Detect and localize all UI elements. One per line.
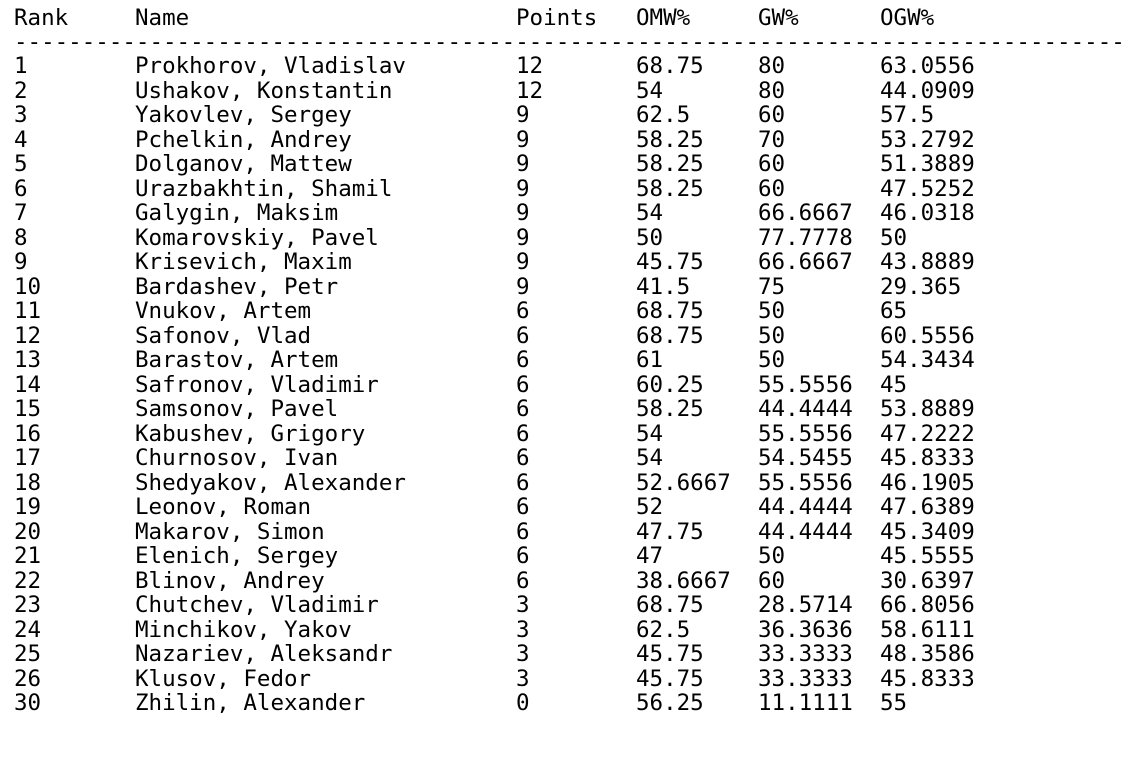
cell-rank: 1 xyxy=(14,53,28,79)
cell-gw: 44.4444 xyxy=(758,396,853,422)
cell-rank: 5 xyxy=(14,151,28,177)
cell-name: Samsonov, Pavel xyxy=(135,396,339,422)
cell-points: 9 xyxy=(516,151,530,177)
cell-gw: 55.5556 xyxy=(758,420,853,447)
cell-points: 3 xyxy=(516,665,530,692)
cell-gw: 55.5556 xyxy=(758,371,853,398)
cell-name: Shedyakov, Alexander xyxy=(135,469,406,496)
cell-rank: 14 xyxy=(14,371,42,398)
cell-name: Safronov, Vladimir xyxy=(135,371,379,398)
cell-omw: 47.75 xyxy=(636,518,704,545)
cell-gw: 36.3636 xyxy=(758,616,853,643)
cell-ogw: 60.5556 xyxy=(880,322,975,349)
cell-omw: 68.75 xyxy=(636,298,704,324)
cell-name: Ushakov, Konstantin xyxy=(135,77,393,104)
cell-points: 6 xyxy=(516,371,530,398)
cell-ogw: 45.8333 xyxy=(880,665,975,692)
table-row xyxy=(14,275,994,300)
cell-gw: 55.5556 xyxy=(758,469,853,496)
cell-gw: 44.4444 xyxy=(758,494,853,520)
cell-points: 9 xyxy=(516,273,530,300)
cell-ogw: 30.6397 xyxy=(880,567,975,594)
cell-ogw: 63.0556 xyxy=(880,53,975,79)
cell-rank: 24 xyxy=(14,616,42,643)
cell-gw: 66.6667 xyxy=(758,249,853,275)
header-gw: GW% xyxy=(758,5,799,31)
cell-rank: 19 xyxy=(14,494,42,520)
cell-omw: 58.25 xyxy=(636,151,704,177)
cell-ogw: 53.8889 xyxy=(880,396,975,422)
cell-ogw: 47.5252 xyxy=(880,175,975,202)
cell-points: 0 xyxy=(516,690,530,716)
cell-gw: 50 xyxy=(758,298,786,324)
cell-name: Churnosov, Ivan xyxy=(135,445,339,471)
cell-omw: 52 xyxy=(636,494,664,520)
cell-rank: 2 xyxy=(14,77,28,104)
cell-gw: 80 xyxy=(758,53,786,79)
cell-name: Galygin, Maksim xyxy=(135,200,339,226)
cell-gw: 60 xyxy=(758,175,786,202)
header-name: Name xyxy=(135,5,190,31)
cell-rank: 3 xyxy=(14,102,28,128)
cell-rank: 30 xyxy=(14,690,42,716)
cell-ogw: 47.6389 xyxy=(880,494,975,520)
cell-rank: 25 xyxy=(14,641,42,667)
cell-points: 12 xyxy=(516,77,544,104)
table-row xyxy=(14,348,994,373)
table-row xyxy=(14,593,994,618)
cell-ogw: 45.8333 xyxy=(880,445,975,471)
cell-omw: 68.75 xyxy=(636,53,704,79)
cell-gw: 28.5714 xyxy=(758,592,853,618)
cell-name: Safonov, Vlad xyxy=(135,322,312,349)
cell-name: Urazbakhtin, Shamil xyxy=(135,175,393,202)
cell-omw: 58.25 xyxy=(636,175,704,202)
cell-ogw: 66.8056 xyxy=(880,592,975,618)
cell-rank: 4 xyxy=(14,126,28,153)
cell-points: 9 xyxy=(516,102,530,128)
cell-omw: 58.25 xyxy=(636,126,704,153)
cell-name: Blinov, Andrey xyxy=(135,567,325,594)
cell-ogw: 44.0909 xyxy=(880,77,975,104)
table-row xyxy=(14,691,994,716)
cell-gw: 11.1111 xyxy=(758,690,853,716)
cell-omw: 52.6667 xyxy=(636,469,731,496)
cell-name: Komarovskiy, Pavel xyxy=(135,224,379,251)
table-row xyxy=(14,54,994,79)
table-row xyxy=(14,373,994,398)
cell-ogw: 45 xyxy=(880,371,908,398)
table-row xyxy=(14,667,994,692)
table-row xyxy=(14,79,994,104)
cell-rank: 10 xyxy=(14,273,42,300)
cell-rank: 21 xyxy=(14,543,42,569)
table-row xyxy=(14,471,994,496)
table-row xyxy=(14,201,994,226)
table-row xyxy=(14,446,994,471)
table-header xyxy=(14,4,994,32)
table-body xyxy=(14,54,994,716)
cell-ogw: 47.2222 xyxy=(880,420,975,447)
table-row xyxy=(14,544,994,569)
cell-ogw: 65 xyxy=(880,298,908,324)
table-row xyxy=(14,250,994,275)
cell-points: 6 xyxy=(516,469,530,496)
cell-gw: 60 xyxy=(758,151,786,177)
cell-ogw: 46.1905 xyxy=(880,469,975,496)
cell-points: 6 xyxy=(516,298,530,324)
cell-omw: 41.5 xyxy=(636,273,691,300)
cell-points: 6 xyxy=(516,396,530,422)
cell-rank: 16 xyxy=(14,420,42,447)
cell-points: 6 xyxy=(516,347,530,373)
cell-name: Klusov, Fedor xyxy=(135,665,312,692)
table-row xyxy=(14,324,994,349)
cell-name: Elenich, Sergey xyxy=(135,543,339,569)
cell-points: 6 xyxy=(516,518,530,545)
cell-rank: 11 xyxy=(14,298,42,324)
cell-gw: 60 xyxy=(758,567,786,594)
cell-name: Zhilin, Alexander xyxy=(135,690,366,716)
cell-rank: 23 xyxy=(14,592,42,618)
cell-name: Kabushev, Grigory xyxy=(135,420,366,447)
cell-points: 6 xyxy=(516,567,530,594)
header-rank: Rank xyxy=(14,5,69,31)
cell-ogw: 50 xyxy=(880,224,908,251)
cell-name: Prokhorov, Vladislav xyxy=(135,53,406,79)
cell-ogw: 46.0318 xyxy=(880,200,975,226)
cell-rank: 26 xyxy=(14,665,42,692)
cell-omw: 47 xyxy=(636,543,664,569)
table-row xyxy=(14,642,994,667)
table-row xyxy=(14,397,994,422)
cell-points: 6 xyxy=(516,543,530,569)
cell-omw: 54 xyxy=(636,77,664,104)
cell-name: Leonov, Roman xyxy=(135,494,312,520)
header-points: Points xyxy=(516,5,598,31)
cell-points: 3 xyxy=(516,592,530,618)
cell-ogw: 54.3434 xyxy=(880,347,975,373)
table-row xyxy=(14,128,994,153)
cell-omw: 54 xyxy=(636,200,664,226)
table-row xyxy=(14,299,994,324)
cell-gw: 70 xyxy=(758,126,786,153)
header-omw: OMW% xyxy=(636,5,691,31)
cell-ogw: 51.3889 xyxy=(880,151,975,177)
cell-name: Minchikov, Yakov xyxy=(135,616,352,643)
cell-name: Makarov, Simon xyxy=(135,518,325,545)
cell-omw: 45.75 xyxy=(636,249,704,275)
cell-name: Barastov, Artem xyxy=(135,347,339,373)
cell-omw: 60.25 xyxy=(636,371,704,398)
cell-rank: 22 xyxy=(14,567,42,594)
header-separator: ---------------------------------------------------------------------------------- xyxy=(14,29,1125,55)
standings-table xyxy=(14,4,1125,716)
cell-name: Pchelkin, Andrey xyxy=(135,126,352,153)
cell-points: 6 xyxy=(516,420,530,447)
cell-points: 9 xyxy=(516,126,530,153)
cell-omw: 62.5 xyxy=(636,616,691,643)
table-row xyxy=(14,422,994,447)
cell-ogw: 58.6111 xyxy=(880,616,975,643)
cell-gw: 33.3333 xyxy=(758,665,853,692)
cell-rank: 12 xyxy=(14,322,42,349)
cell-name: Vnukov, Artem xyxy=(135,298,312,324)
cell-ogw: 45.3409 xyxy=(880,518,975,545)
cell-name: Yakovlev, Sergey xyxy=(135,102,352,128)
cell-points: 9 xyxy=(516,224,530,251)
cell-ogw: 45.5555 xyxy=(880,543,975,569)
cell-omw: 61 xyxy=(636,347,664,373)
cell-gw: 50 xyxy=(758,322,786,349)
cell-rank: 8 xyxy=(14,224,28,251)
cell-omw: 50 xyxy=(636,224,664,251)
cell-points: 9 xyxy=(516,175,530,202)
cell-ogw: 29.365 xyxy=(880,273,962,300)
cell-omw: 45.75 xyxy=(636,641,704,667)
cell-points: 9 xyxy=(516,249,530,275)
cell-rank: 20 xyxy=(14,518,42,545)
cell-rank: 6 xyxy=(14,175,28,202)
cell-gw: 44.4444 xyxy=(758,518,853,545)
cell-points: 3 xyxy=(516,641,530,667)
cell-ogw: 57.5 xyxy=(880,102,935,128)
table-row xyxy=(14,569,994,594)
cell-gw: 33.3333 xyxy=(758,641,853,667)
cell-ogw: 53.2792 xyxy=(880,126,975,153)
cell-name: Krisevich, Maxim xyxy=(135,249,352,275)
cell-gw: 50 xyxy=(758,347,786,373)
cell-rank: 15 xyxy=(14,396,42,422)
header-ogw: OGW% xyxy=(880,5,935,31)
cell-omw: 58.25 xyxy=(636,396,704,422)
cell-points: 12 xyxy=(516,53,544,79)
table-row xyxy=(14,520,994,545)
cell-gw: 54.5455 xyxy=(758,445,853,471)
table-row xyxy=(14,152,994,177)
cell-omw: 68.75 xyxy=(636,322,704,349)
table-row xyxy=(14,495,994,520)
cell-name: Bardashev, Petr xyxy=(135,273,339,300)
cell-points: 3 xyxy=(516,616,530,643)
cell-omw: 54 xyxy=(636,445,664,471)
cell-points: 6 xyxy=(516,494,530,520)
cell-omw: 62.5 xyxy=(636,102,691,128)
cell-name: Nazariev, Aleksandr xyxy=(135,641,393,667)
table-row xyxy=(14,226,994,251)
cell-ogw: 48.3586 xyxy=(880,641,975,667)
cell-gw: 60 xyxy=(758,102,786,128)
cell-omw: 54 xyxy=(636,420,664,447)
table-row xyxy=(14,177,994,202)
cell-gw: 77.7778 xyxy=(758,224,853,251)
cell-gw: 75 xyxy=(758,273,786,300)
cell-ogw: 55 xyxy=(880,690,908,716)
cell-gw: 80 xyxy=(758,77,786,104)
cell-gw: 66.6667 xyxy=(758,200,853,226)
table-row xyxy=(14,103,994,128)
table-row xyxy=(14,618,994,643)
cell-points: 6 xyxy=(516,322,530,349)
cell-omw: 68.75 xyxy=(636,592,704,618)
cell-omw: 45.75 xyxy=(636,665,704,692)
cell-ogw: 43.8889 xyxy=(880,249,975,275)
cell-points: 6 xyxy=(516,445,530,471)
cell-name: Chutchev, Vladimir xyxy=(135,592,379,618)
cell-points: 9 xyxy=(516,200,530,226)
cell-omw: 38.6667 xyxy=(636,567,731,594)
cell-omw: 56.25 xyxy=(636,690,704,716)
cell-rank: 17 xyxy=(14,445,42,471)
cell-rank: 18 xyxy=(14,469,42,496)
cell-gw: 50 xyxy=(758,543,786,569)
cell-rank: 13 xyxy=(14,347,42,373)
cell-rank: 9 xyxy=(14,249,28,275)
cell-rank: 7 xyxy=(14,200,28,226)
cell-name: Dolganov, Mattew xyxy=(135,151,352,177)
